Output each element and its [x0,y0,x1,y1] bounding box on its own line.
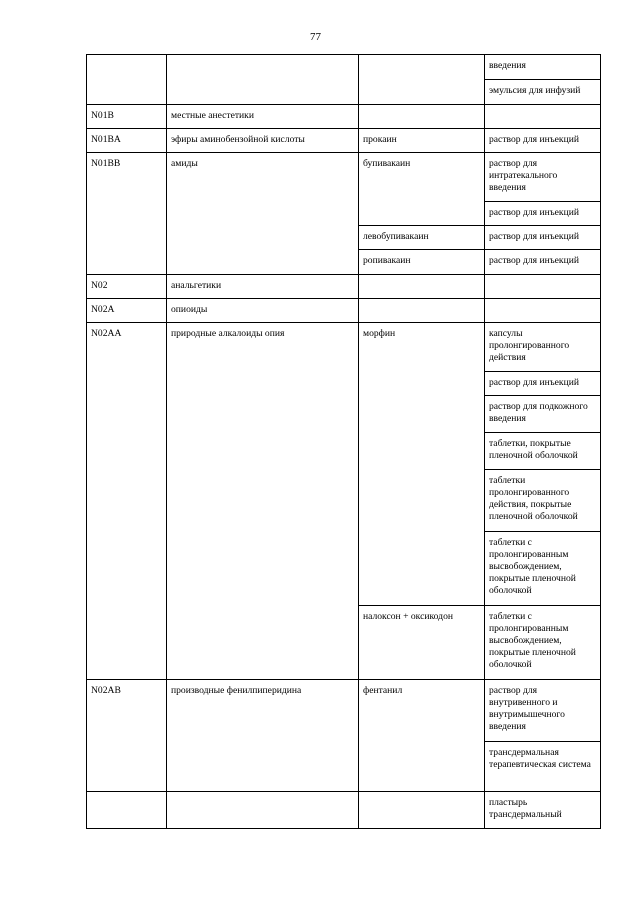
dosage-form-cell: раствор для интратекального введения [485,153,601,202]
dosage-form-cell: раствор для инъекций [485,129,601,153]
dosage-form-cell: трансдермальная терапевтическая система [485,742,601,792]
table-row [87,129,601,153]
dosage-form-cell: таблетки, покрытые пленочной оболочкой [485,433,601,470]
group-cell [167,55,359,105]
drug-cell [359,275,485,299]
drug-cell: бупивакаин [359,153,485,226]
table-row [87,153,601,202]
dosage-form-cell: капсулы пролонгированного действия [485,323,601,372]
group-cell: производные фенилпиперидина [167,680,359,792]
code-cell: N02AA [87,323,167,680]
drug-cell [359,299,485,323]
group-cell: эфиры аминобензойной кислоты [167,129,359,153]
drug-cell: морфин [359,323,485,606]
group-cell: местные анестетики [167,105,359,129]
code-cell: N02 [87,275,167,299]
table-row [87,105,601,129]
drug-table [86,54,601,829]
code-cell: N01BB [87,153,167,275]
drug-cell: налоксон + оксикодон [359,606,485,680]
table-row [87,323,601,372]
code-cell: N01BA [87,129,167,153]
group-cell: опиоиды [167,299,359,323]
dosage-form-cell: раствор для инъекций [485,372,601,396]
dosage-form-cell: таблетки с пролонгированным высвобождением, покрытые пленочной оболочкой [485,606,601,680]
code-cell: N01B [87,105,167,129]
page-number: 77 [310,31,321,43]
dosage-form-cell: пластырь трансдермальный [485,792,601,829]
dosage-form-cell [485,105,601,129]
dosage-form-cell: эмульсия для инфузий [485,80,601,105]
dosage-form-cell: раствор для инъекций [485,250,601,275]
dosage-form-cell [485,275,601,299]
dosage-form-cell [485,299,601,323]
code-cell: N02AB [87,680,167,792]
group-cell [167,792,359,829]
dosage-form-cell: раствор для инъекций [485,202,601,226]
dosage-form-cell: таблетки с пролонгированным высвобождением, покрытые пленочной оболочкой [485,532,601,606]
drug-cell: фентанил [359,680,485,792]
drug-cell: ропивакаин [359,250,485,275]
drug-cell: прокаин [359,129,485,153]
drug-cell [359,792,485,829]
table-row [87,680,601,742]
group-cell: амиды [167,153,359,275]
group-cell: анальгетики [167,275,359,299]
table-row [87,55,601,80]
dosage-form-cell: раствор для подкожного введения [485,396,601,433]
drug-cell [359,105,485,129]
table-row [87,275,601,299]
dosage-form-cell: таблетки пролонгированного действия, покрытые пленочной оболочкой [485,470,601,532]
table-row [87,299,601,323]
group-cell: природные алкалоиды опия [167,323,359,680]
dosage-form-cell: раствор для внутривенного и внутримышечного введения [485,680,601,742]
dosage-form-cell: введения [485,55,601,80]
drug-cell [359,55,485,105]
dosage-form-cell: раствор для инъекций [485,226,601,250]
code-cell [87,792,167,829]
drug-cell: левобупивакаин [359,226,485,250]
code-cell: N02A [87,299,167,323]
table-row [87,792,601,829]
code-cell [87,55,167,105]
